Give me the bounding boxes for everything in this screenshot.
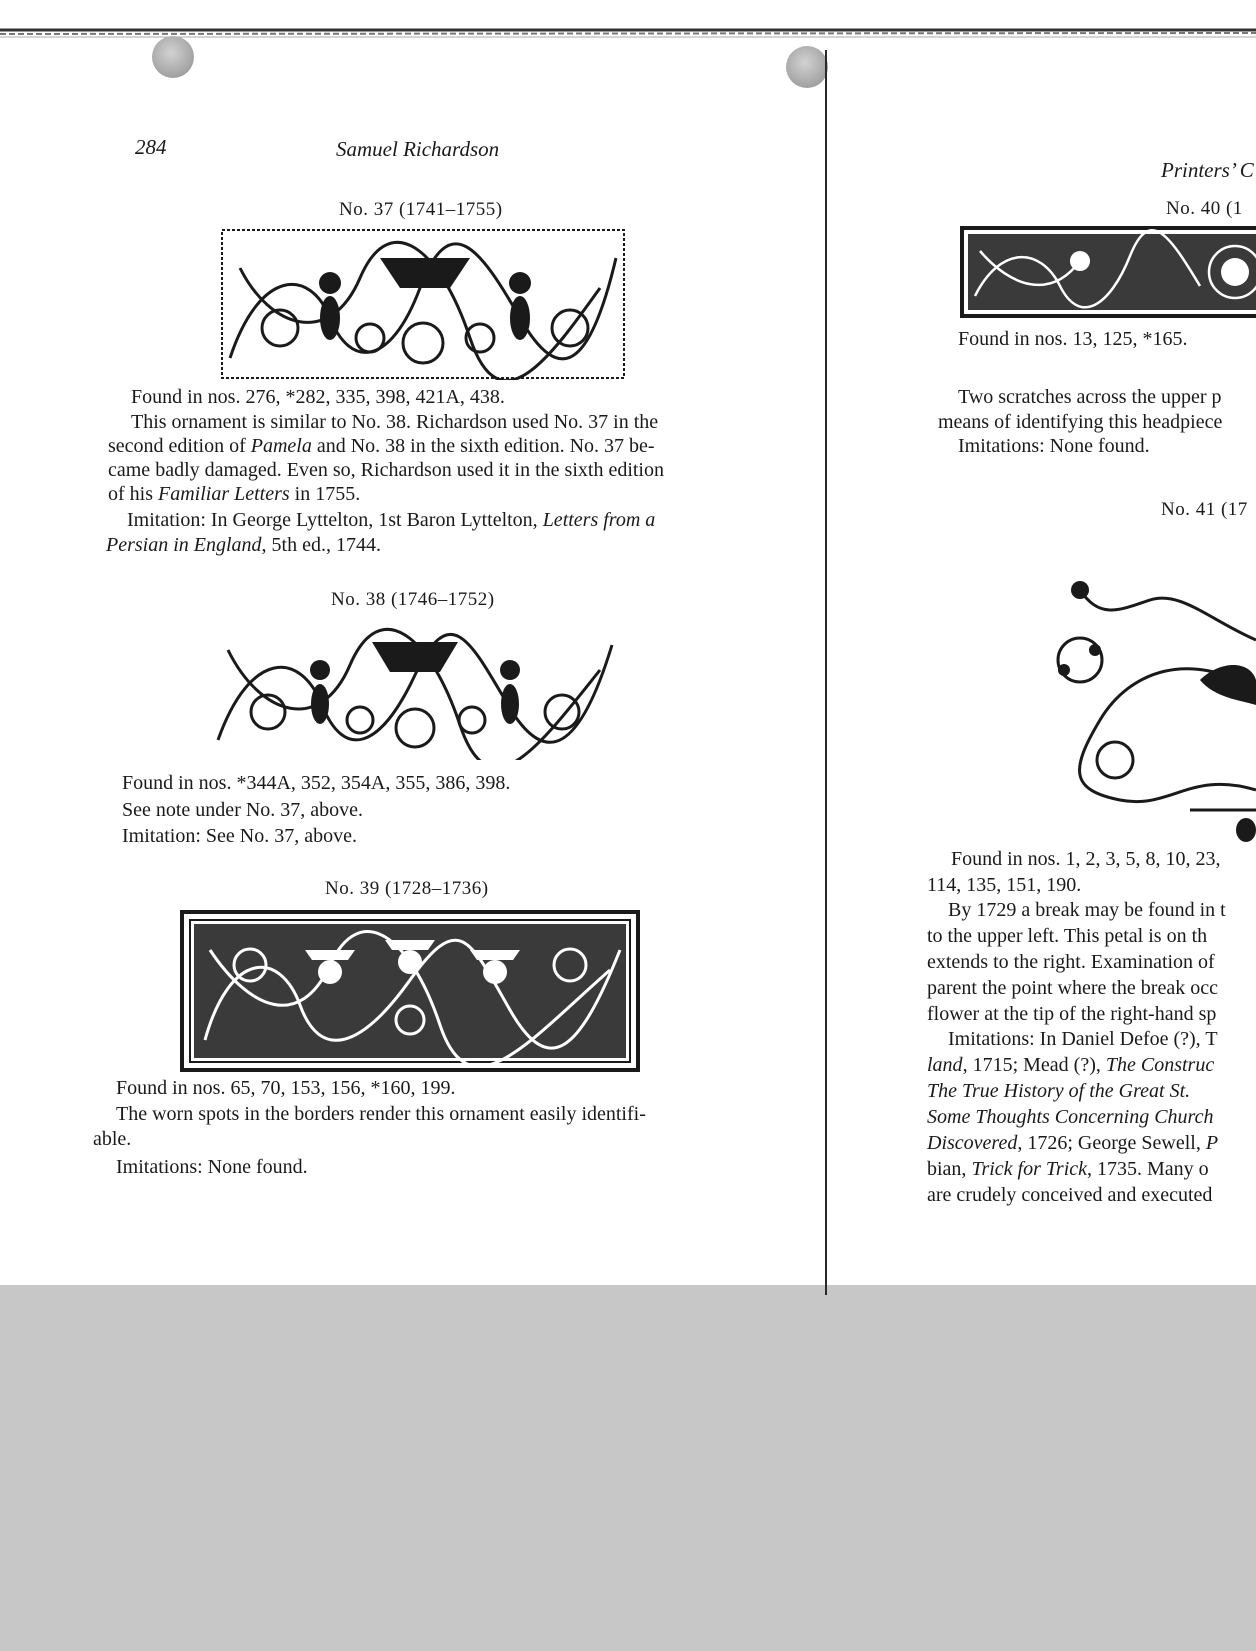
entry-line: Two scratches across the upper p bbox=[958, 386, 1222, 408]
entry-line: to the upper left. This petal is on th bbox=[927, 925, 1208, 947]
entry-line: able. bbox=[93, 1128, 132, 1150]
ornament-caption: No. 38 (1746–1752) bbox=[331, 589, 495, 610]
entry-line: extends to the right. Examination of bbox=[927, 951, 1215, 973]
entry-line: Found in nos. 65, 70, 153, 156, *160, 199. bbox=[116, 1077, 456, 1099]
entry-line: bian, Trick for Trick, 1735. Many o bbox=[927, 1158, 1209, 1180]
scanner-bed-background bbox=[0, 1285, 1256, 1651]
entry-line: came badly damaged. Even so, Richardson used it in the sixth edition bbox=[108, 459, 664, 481]
entry-line: parent the point where the break occ bbox=[927, 977, 1218, 999]
entry-line: Imitations: None found. bbox=[958, 435, 1150, 457]
entry-line: Found in nos. 1, 2, 3, 5, 8, 10, 23, bbox=[951, 848, 1221, 870]
ornament-image bbox=[210, 620, 620, 760]
ornament-image bbox=[960, 226, 1256, 318]
entry-line: Imitations: None found. bbox=[116, 1156, 308, 1178]
ornament-caption: No. 37 (1741–1755) bbox=[339, 199, 503, 220]
entry-line: Found in nos. 276, *282, 335, 398, 421A, 438. bbox=[131, 386, 505, 408]
entry-line: Some Thoughts Concerning Church bbox=[927, 1106, 1214, 1128]
entry-line: Found in nos. *344A, 352, 354A, 355, 386, 398. bbox=[122, 772, 511, 794]
entry-line: Persian in England, 5th ed., 1744. bbox=[106, 534, 381, 556]
ornament-image bbox=[220, 228, 626, 380]
ornament-caption: No. 40 (1 bbox=[1166, 198, 1243, 219]
running-head: Samuel Richardson bbox=[336, 137, 500, 161]
entry-line: of his Familiar Letters in 1755. bbox=[108, 483, 361, 505]
ornament-image bbox=[180, 910, 640, 1072]
running-head: Printers’ C bbox=[1161, 158, 1254, 182]
entry-line: 114, 135, 151, 190. bbox=[927, 874, 1082, 896]
ornament-caption: No. 41 (17 bbox=[1161, 499, 1248, 520]
entry-line: Imitation: In George Lyttelton, 1st Baron Lyttelton, Letters from a bbox=[127, 509, 656, 531]
entry-line: The True History of the Great St. bbox=[927, 1080, 1191, 1102]
entry-line: The worn spots in the borders render this ornament easily identifi- bbox=[116, 1103, 646, 1125]
entry-line: Discovered, 1726; George Sewell, P bbox=[927, 1132, 1219, 1154]
entry-line: means of identifying this headpiece bbox=[938, 411, 1223, 433]
entry-line: See note under No. 37, above. bbox=[122, 799, 364, 821]
top-edge-shadow bbox=[0, 22, 1256, 40]
entry-line: Imitation: See No. 37, above. bbox=[122, 825, 357, 847]
entry-line: Found in nos. 13, 125, *165. bbox=[958, 328, 1188, 350]
entry-line: second edition of Pamela and No. 38 in the sixth edition. No. 37 be- bbox=[108, 435, 655, 457]
binder-hole-left bbox=[152, 36, 194, 78]
binder-hole-right bbox=[786, 46, 828, 88]
entry-line: This ornament is similar to No. 38. Richardson used No. 37 in the bbox=[131, 411, 659, 433]
ornament-image bbox=[1040, 530, 1256, 842]
entry-line: land, 1715; Mead (?), The Construc bbox=[927, 1054, 1215, 1076]
ornament-caption: No. 39 (1728–1736) bbox=[325, 878, 489, 899]
page-number: 284 bbox=[135, 135, 167, 159]
entry-line: are crudely conceived and executed bbox=[927, 1184, 1213, 1206]
entry-line: flower at the tip of the right-hand sp bbox=[927, 1003, 1217, 1025]
entry-line: By 1729 a break may be found in t bbox=[948, 899, 1226, 921]
page-gutter bbox=[825, 50, 827, 1295]
entry-line: Imitations: In Daniel Defoe (?), T bbox=[948, 1028, 1218, 1050]
